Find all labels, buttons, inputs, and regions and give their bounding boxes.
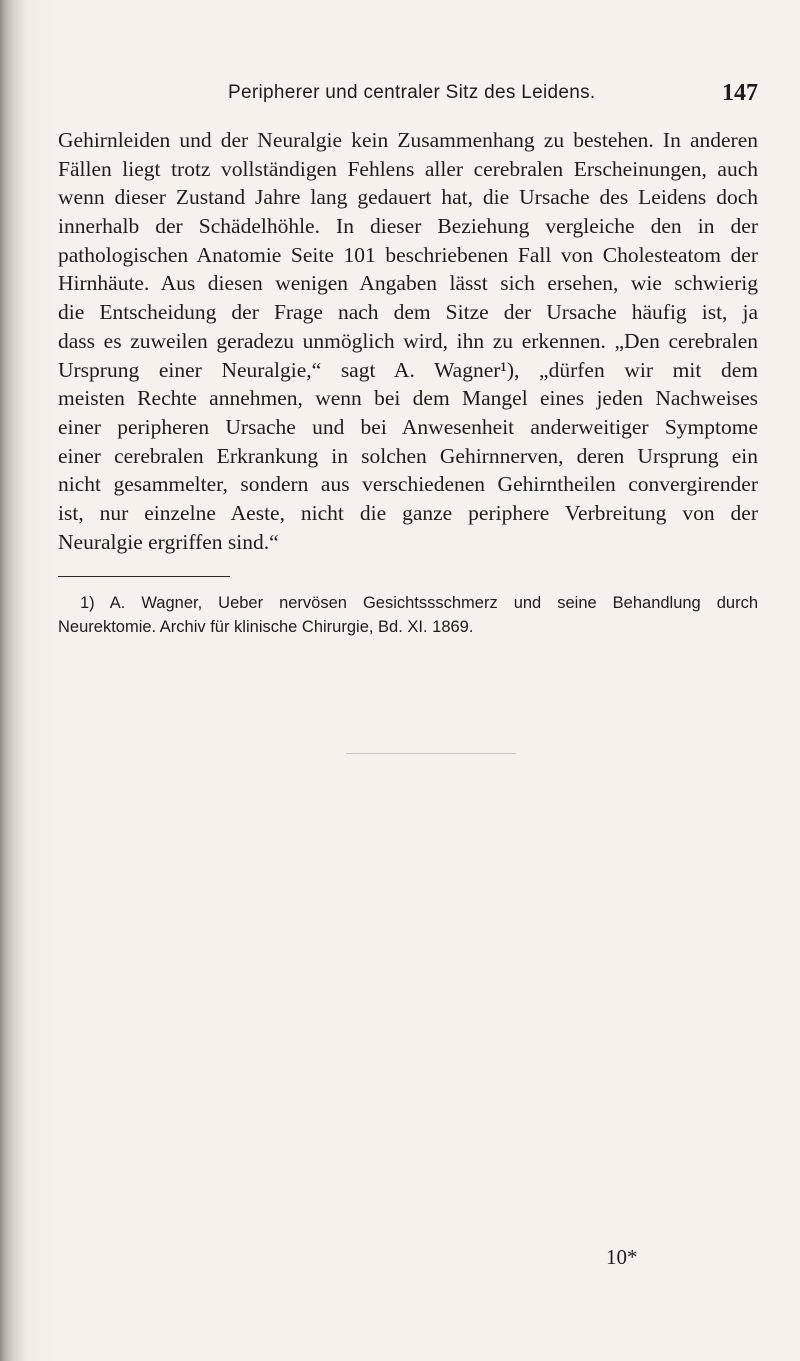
footnote-line: 1) A. Wagner, Ueber nervösen Gesichtssschmerz und seine Behandlung durch [80, 594, 758, 612]
show-through-line [346, 753, 516, 754]
text-line: wenn dieser Zustand Jahre lang gedauert hat, die Ursache des Leidens doch [58, 185, 758, 210]
footnote-divider [58, 576, 230, 577]
text-line: innerhalb der Schädelhöhle. In dieser Beziehung vergleiche den in der [58, 214, 758, 239]
text-line: pathologischen Anatomie Seite 101 beschriebenen Fall von Cholesteatom der [58, 242, 758, 267]
text-line: Neuralgie ergriffen sind.“ [58, 529, 279, 554]
running-head: Peripherer und centraler Sitz des Leidens. [228, 82, 596, 103]
page-number: 147 [722, 80, 758, 106]
page-binding-shadow [0, 0, 26, 1361]
body-paragraph [58, 126, 758, 556]
text-line: einer cerebralen Erkrankung in solchen Gehirnnerven, deren Ursprung ein [58, 443, 758, 468]
footnote-line: Neurektomie. Archiv für klinische Chirurgie, Bd. XI. 1869. [58, 618, 474, 636]
text-line: einer peripheren Ursache und bei Anwesenheit anderweitiger Symptome [58, 414, 758, 439]
page-header [228, 80, 758, 112]
text-line: Hirnhäute. Aus diesen wenigen Angaben lässt sich ersehen, wie schwierig [58, 271, 758, 296]
text-line: Fällen liegt trotz vollständigen Fehlens aller cerebralen Erscheinungen, auch [58, 156, 758, 181]
text-line: ist, nur einzelne Aeste, nicht die ganze periphere Verbreitung von der [58, 500, 758, 525]
text-line: dass es zuweilen geradezu unmöglich wird, ihn zu erkennen. „Den cerebralen [58, 328, 758, 353]
text-line: nicht gesammelter, sondern aus verschiedenen Gehirntheilen convergirender [58, 472, 758, 497]
text-line: Gehirnleiden und der Neuralgie kein Zusammenhang zu bestehen. In anderen [58, 128, 758, 152]
text-line: meisten Rechte annehmen, wenn bei dem Mangel eines jeden Nachweises [58, 386, 758, 411]
text-line: die Entscheidung der Frage nach dem Sitze der Ursache häufig ist, ja [58, 300, 758, 325]
text-line: Ursprung einer Neuralgie,“ sagt A. Wagner¹), „dürfen wir mit dem [58, 357, 758, 382]
signature-mark: 10* [606, 1245, 638, 1269]
footnote [58, 591, 758, 639]
